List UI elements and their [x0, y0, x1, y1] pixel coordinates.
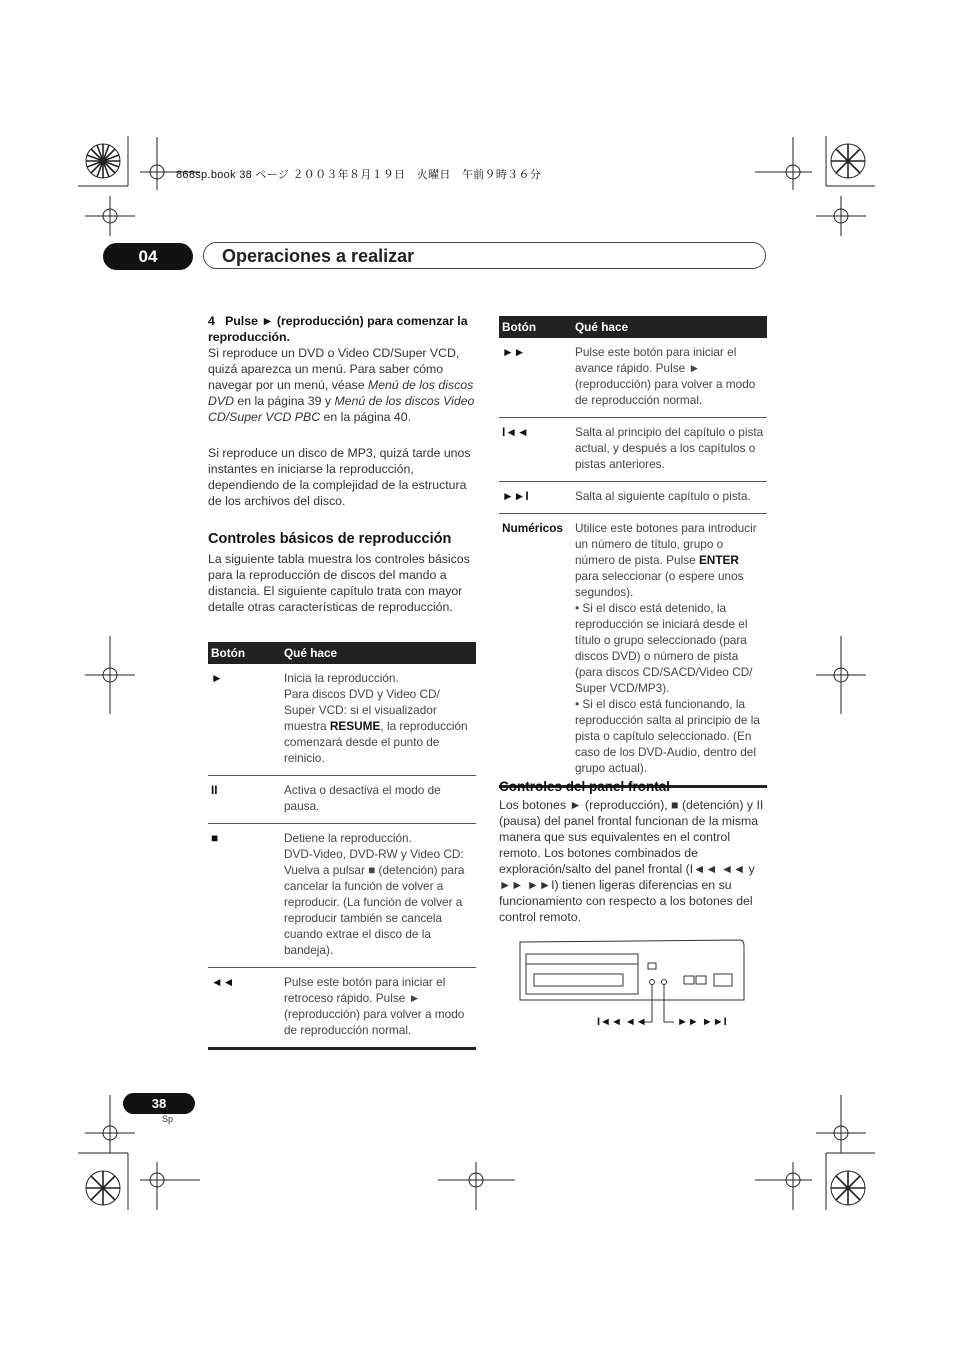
table-row: [499, 514, 767, 787]
label-scan-fwd-skip-fwd: ►► ►►I: [677, 1016, 727, 1028]
col-header-does: Qué hace: [281, 642, 476, 664]
description-text: Inicia la reproducción. Para discos DVD y Video CD/ Super VCD: si el visualizador muestra: [284, 671, 440, 733]
controls-table-left: [208, 642, 476, 1050]
p1-text: Si reproduce un DVD o Video CD/Super VCD, quizá aparezca un menú. Para saber cómo navegar por un menú, véase: [208, 346, 460, 392]
description-text: Utilice este botones para introducir un número de título, grupo o número de pista. Pulse: [575, 521, 757, 567]
col-header-button: Botón: [208, 642, 281, 664]
row-description: [281, 968, 476, 1049]
row-description: [281, 664, 476, 776]
table-row: [208, 776, 476, 824]
table-row: [208, 664, 476, 776]
description-text: , la reproducción comenzará desde el punto de reinicio.: [284, 719, 468, 765]
section-title-front-panel: Controles del panel frontal: [499, 779, 671, 794]
row-button-label: ►►: [499, 338, 572, 418]
p1-text: en la página 39 y: [233, 394, 335, 408]
page-language: Sp: [162, 1114, 174, 1124]
chapter-title: Operaciones a realizar: [222, 246, 415, 266]
step-text: Pulse ► (reproducción) para comenzar la reproducción.: [208, 314, 468, 344]
row-button-label: I◄◄: [499, 418, 572, 482]
section-title-basic-controls: Controles básicos de reproducción: [208, 531, 452, 547]
description-text: Pulse este botón para iniciar el retroceso rápido. Pulse ► (reproducción) para volver a modo de reproducción normal.: [284, 975, 465, 1037]
row-description: [572, 514, 767, 787]
row-button-label: ►►I: [499, 482, 572, 514]
row-description: [281, 776, 476, 824]
row-description: [572, 418, 767, 482]
step-paragraph-2: Si reproduce un disco de MP3, quizá tarde unos instantes en iniciarse la reproducción, dependiendo de la complejidad de la estructura de los archivos del disco.: [208, 446, 471, 508]
row-button-label: Numéricos: [499, 514, 572, 787]
description-text: para seleccionar (o espere unos segundos). • Si el disco está detenido, la reproducción se iniciará desde el título o grupo seleccionado (para discos DVD) o número de pista (para discos CD/SACD/Video CD/ Super VCD/MP3). • Si el disco está funcionando, la reproducción salta al principio de la pista o capítulo seleccionado. (En caso de los DVD-Audio, dentro del grupo actual).: [575, 569, 760, 775]
description-emphasis: ENTER: [698, 553, 739, 567]
description-text: Pulse este botón para iniciar el avance rápido. Pulse ► (reproducción) para volver a modo de reproducción normal.: [575, 345, 756, 407]
p1-text: en la página 40.: [320, 410, 412, 424]
row-button-label: II: [208, 776, 281, 824]
row-button-label: ►: [208, 664, 281, 776]
section-intro: La siguiente tabla muestra los controles básicos para la reproducción de discos del mando a distancia. El siguiente capítulo trata con mayor detalle otras características de reproducción.: [208, 552, 470, 614]
page-number: 38: [123, 1093, 195, 1114]
controls-table-right: [499, 316, 767, 788]
row-description: [572, 338, 767, 418]
link-dvd-menu: Menú de los discos DVD: [208, 378, 474, 408]
link-vcd-menu: Menú de los discos Video CD/Super VCD PBC: [208, 394, 475, 424]
print-header: 868sp.book 38 ページ ２００３年８月１９日 火曜日 午前９時３６分: [176, 169, 542, 181]
table-row: [499, 418, 767, 482]
table-row: [499, 482, 767, 514]
step-number: 4: [208, 314, 215, 328]
table-row: [208, 968, 476, 1049]
description-text: Salta al principio del capítulo o pista actual, y después a los capítulos o pistas anteriores.: [575, 425, 764, 471]
row-description: [572, 482, 767, 514]
col-header-does: Qué hace: [572, 316, 767, 338]
table-row: [208, 824, 476, 968]
table-row: [499, 338, 767, 418]
row-description: [281, 824, 476, 968]
step-4: [208, 313, 476, 345]
description-text: Activa o desactiva el modo de pausa.: [284, 783, 441, 813]
description-text: Detiene la reproducción. DVD-Video, DVD-RW y Video CD: Vuelva a pulsar ■ (detención) para cancelar la función de volver a reproducir. (La función de volver a reproducir también se cancela cuando extrae el disco de la bandeja).: [284, 831, 465, 957]
front-panel-text: Los botones ► (reproducción), ■ (detención) y II (pausa) del panel frontal funcionan de la misma manera que sus equivalentes en el control remoto. Los botones combinados de exploración/salto del panel frontal (I◄◄ ◄◄ y ►► ►►I) tienen ligeras diferencias en su funcionamiento con respecto a los botones del control remoto.: [499, 798, 764, 924]
col-header-button: Botón: [499, 316, 572, 338]
row-button-label: ◄◄: [208, 968, 281, 1049]
row-button-label: ■: [208, 824, 281, 968]
step-paragraph-1: [208, 345, 476, 425]
description-text: Salta al siguiente capítulo o pista.: [575, 489, 751, 503]
label-skip-back-scan-back: I◄◄ ◄◄: [597, 1016, 647, 1028]
chapter-number: 04: [103, 243, 193, 270]
description-emphasis: RESUME: [329, 719, 381, 733]
